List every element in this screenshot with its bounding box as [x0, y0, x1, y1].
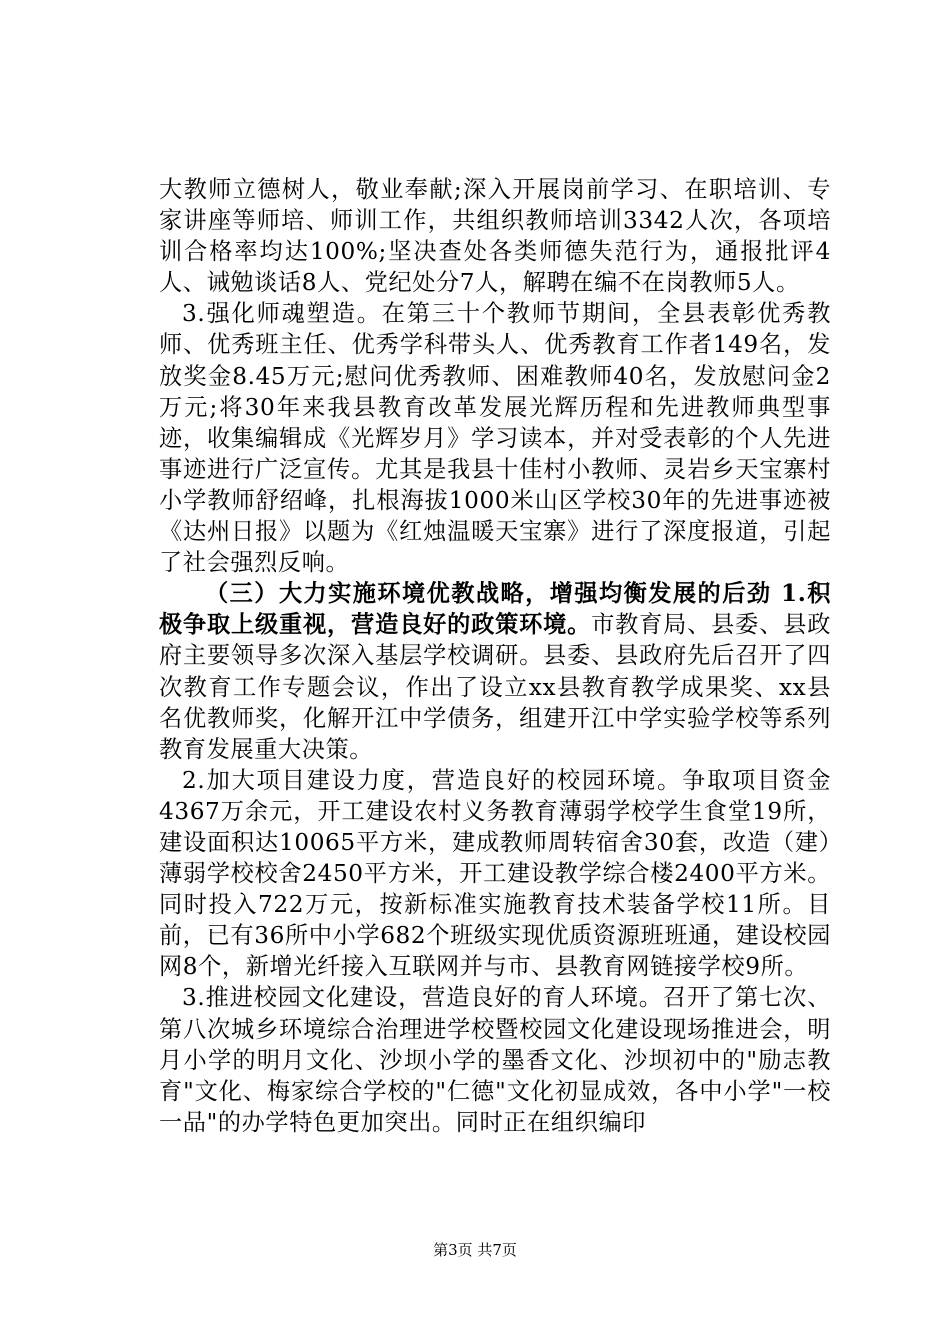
paragraph-text: 大教师立德树人，敬业奉献;深入开展岗前学习、在职培训、专家讲座等师培、师训工作，共组织教师培训3342人次，各项培训合格率均达100%;坚决查处各类师德失范行为，通报批评4人、诫勉谈话8人、党纪处分7人，解聘在编不在岗教师5人。: [159, 176, 831, 297]
paragraph-teacher-training: [159, 174, 831, 298]
paragraph-project-construction: [159, 765, 831, 983]
paragraph-section-three: [159, 578, 831, 765]
paragraph-text: 3.推进校园文化建设，营造良好的育人环境。召开了第七次、第八次城乡环境综合治理进学校暨校园文化建设现场推进会，明月小学的明月文化、沙坝小学的墨香文化、沙坝初中的"励志教育"文化、梅家综合学校的"仁德"文化初显成效，各中小学"一校一品"的办学特色更加突出。同时正在组织编印: [159, 984, 831, 1136]
section-heading: （三）大力实施环境优教战略，增强均衡发展的后劲 1.积极争取上级重视，营造良好的政策环境。: [159, 580, 831, 639]
page-number-footer: 第3页 共7页: [433, 1241, 517, 1259]
paragraph-text: 2.加大项目建设力度，营造良好的校园环境。争取项目资金4367万余元，开工建设农村义务教育薄弱学校学生食堂19所，建设面积达10065平方米，建成教师周转宿舍30套，改造（建）薄弱学校校舍2450平方米，开工建设教学综合楼2400平方米。同时投入722万元，按新标准实施教育技术装备学校11所。目前，已有36所中小学682个班级实现优质资源班班通，建设校园网8个，新增光纤接入互联网并与市、县教育网链接学校9所。: [159, 766, 831, 981]
paragraph-teacher-spirit: [159, 298, 831, 578]
paragraph-text: 市教育局、县委、县政府主要领导多次深入基层学校调研。县委、县政府先后召开了四次教育工作专题会议，作出了设立xx县教育教学成果奖、xx县名优教师奖，化解开江中学债务，组建开江中学实验学校等系列教育发展重大决策。: [159, 611, 831, 763]
document-body: [159, 174, 831, 1138]
paragraph-text: 3.强化师魂塑造。在第三十个教师节期间，全县表彰优秀教师、优秀班主任、优秀学科带头人、优秀教育工作者149名，发放奖金8.45万元;慰问优秀教师、困难教师40名，发放慰问金2万元;将30年来我县教育改革发展光辉历程和先进教师典型事迹，收集编辑成《光辉岁月》学习读本，并对受表彰的个人先进事迹进行广泛宣传。尤其是我县十佳村小教师、灵岩乡天宝寨村小学教师舒绍峰，扎根海拔1000米山区学校30年的先进事迹被《达州日报》以题为《红烛温暖天宝寨》进行了深度报道，引起了社会强烈反响。: [159, 300, 831, 577]
paragraph-campus-culture: [159, 982, 831, 1137]
